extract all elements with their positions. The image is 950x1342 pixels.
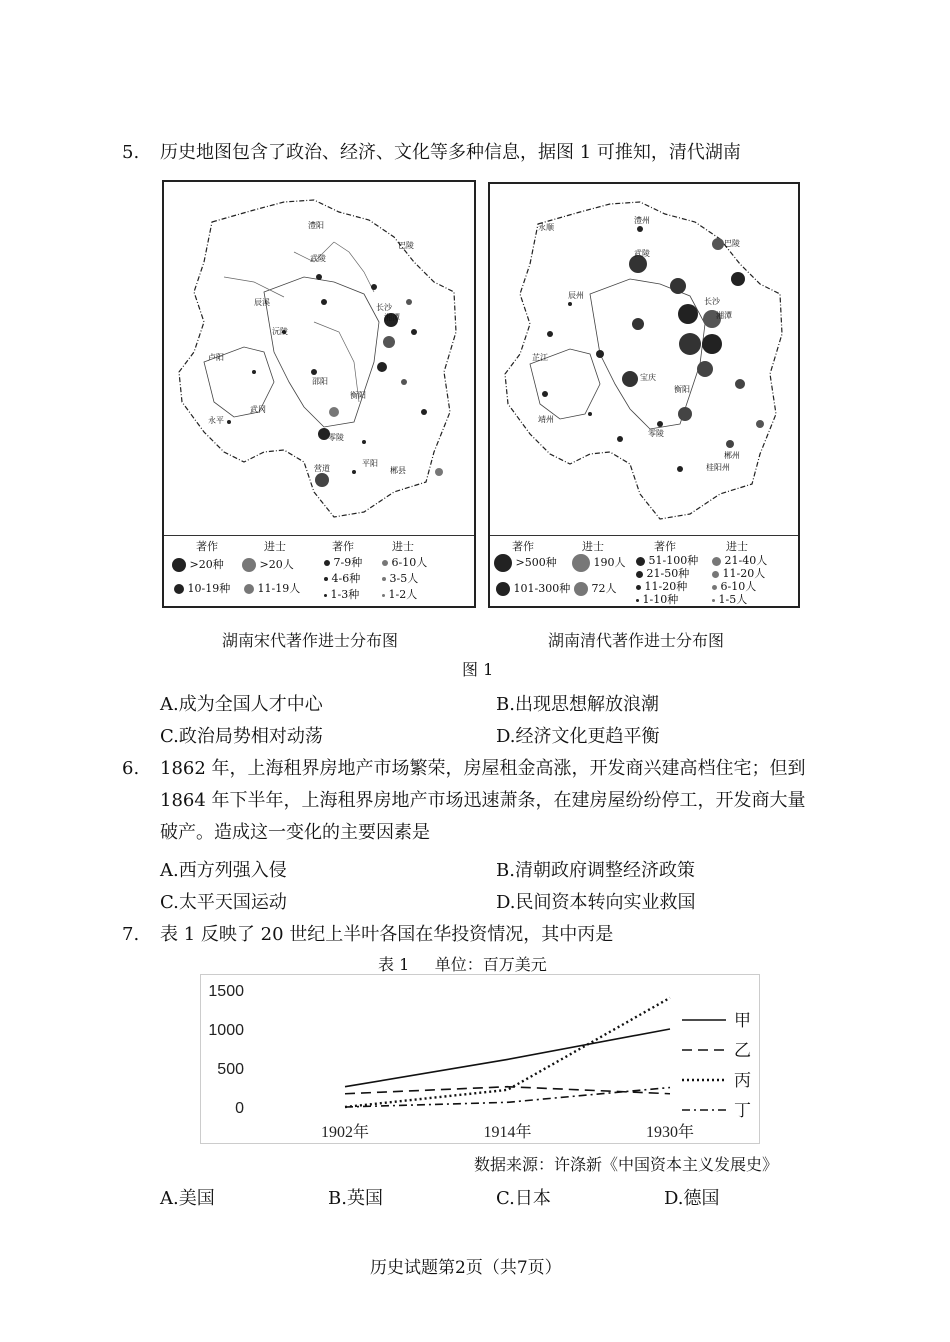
legend-label: 乙 [734, 1041, 751, 1061]
q5-stem: 历史地图包含了政治、经济、文化等多种信息，据图 1 可推知，清代湖南 [160, 142, 741, 163]
q6-option-b[interactable]: B.清朝政府调整经济政策 [496, 860, 695, 881]
x-tick-label: 1930年 [645, 1124, 695, 1141]
q7-option-c[interactable]: C.日本 [496, 1188, 551, 1209]
legend-dot [494, 554, 512, 572]
q5-option-a[interactable]: A.成为全国人才中心 [160, 694, 323, 715]
legend-label: 101-300种 [513, 582, 571, 595]
legend-header: 进士 [582, 540, 604, 553]
place-label: 长沙 [704, 297, 720, 306]
place-label: 靖州 [538, 415, 554, 424]
q6-line1: 1862 年，上海租界房地产市场繁荣，房屋租金高涨，开发商兴建高档住宅；但到 [160, 758, 806, 779]
legend-label: 6-10人 [720, 580, 757, 593]
q7-number: 7. [122, 924, 140, 945]
q6-option-d[interactable]: D.民间资本转向实业救国 [496, 892, 696, 913]
place-label: 辰州 [568, 291, 584, 300]
map-right-title: 湖南清代著作进士分布图 [548, 631, 725, 650]
place-label: 营道 [314, 464, 330, 473]
map-right-legend [490, 535, 798, 606]
place-label: 衡阳 [674, 385, 690, 394]
legend-dot [382, 594, 385, 597]
x-tick-label: 1914年 [483, 1124, 532, 1141]
legend-header: 进士 [726, 540, 748, 553]
legend-dot [636, 599, 639, 602]
legend-dot [712, 599, 715, 602]
legend-label: 72人 [591, 582, 617, 595]
place-label: 武陵 [634, 249, 650, 258]
legend-dot [496, 582, 510, 596]
legend-dot [382, 577, 386, 581]
q6-option-a[interactable]: A.西方列强入侵 [160, 860, 287, 881]
q6-number: 6. [122, 758, 140, 779]
place-label: 衡阳 [350, 391, 366, 400]
place-label: 卢阳 [208, 353, 224, 362]
table-caption: 表 1 单位：百万美元 [378, 955, 547, 974]
legend-label: 21-40人 [724, 554, 768, 567]
q5-option-b[interactable]: B.出现思想解放浪潮 [496, 694, 659, 715]
legend-label: 10-19种 [187, 582, 231, 595]
legend-dot [574, 582, 588, 596]
y-tick-label: 500 [217, 1061, 244, 1078]
legend-label: 11-20人 [722, 567, 766, 580]
place-label: 平阳 [362, 459, 378, 468]
legend-label: 1-10种 [642, 593, 679, 606]
place-label: 长沙 [376, 303, 392, 312]
map-left-title: 湖南宋代著作进士分布图 [222, 631, 399, 650]
legend-label: 4-6种 [331, 572, 361, 585]
legend-label: 11-19人 [257, 582, 301, 595]
legend-label: >500种 [515, 556, 557, 569]
legend-label: 11-20种 [644, 580, 688, 593]
legend-label: >20人 [259, 558, 294, 571]
q7-option-a[interactable]: A.美国 [160, 1188, 215, 1209]
place-label: 澧阳 [308, 221, 324, 230]
q7-option-b[interactable]: B.英国 [328, 1188, 383, 1209]
legend-dot [242, 558, 256, 572]
q6-option-c[interactable]: C.太平天国运动 [160, 892, 287, 913]
page-footer: 历史试题第2页（共7页） [370, 1258, 562, 1278]
legend-label: 7-9种 [333, 556, 363, 569]
place-label: 武冈 [250, 405, 266, 414]
y-tick-label: 0 [235, 1100, 244, 1117]
place-label: 永顺 [538, 223, 554, 232]
legend-dot [324, 560, 330, 566]
legend-dot [382, 560, 388, 566]
legend-dot [172, 558, 186, 572]
legend-header: 著作 [654, 540, 676, 553]
legend-header: 著作 [196, 540, 218, 553]
legend-dot [244, 584, 254, 594]
legend-header: 进士 [392, 540, 414, 553]
y-tick-label: 1500 [208, 983, 244, 1000]
legend-header: 进士 [264, 540, 286, 553]
place-label: 巴陵 [724, 239, 740, 248]
place-label: 邵阳 [312, 377, 328, 386]
legend-dot [324, 594, 327, 597]
place-label: 辰溪 [254, 298, 270, 307]
place-label: 芷江 [532, 353, 548, 362]
legend-dot [712, 571, 719, 578]
legend-label: 丁 [734, 1101, 751, 1121]
q6-line2: 1864 年下半年，上海租界房地产市场迅速萧条，在建房屋纷纷停工，开发商大量 [160, 790, 806, 811]
q5-option-d[interactable]: D.经济文化更趋平衡 [496, 726, 660, 747]
legend-dot [636, 571, 643, 578]
place-label: 巴陵 [398, 241, 414, 250]
map-left-labels [162, 180, 472, 532]
legend-label: 丙 [734, 1071, 751, 1091]
q5-option-c[interactable]: C.政治局势相对动荡 [160, 726, 323, 747]
place-label: 澧州 [634, 216, 650, 225]
q7-stem: 表 1 反映了 20 世纪上半叶各国在华投资情况，其中丙是 [160, 924, 614, 945]
legend-label: 190人 [593, 556, 626, 569]
place-label: 郴县 [390, 466, 406, 475]
legend-label: 1-5人 [718, 593, 748, 606]
q6-line3: 破产。造成这一变化的主要因素是 [160, 822, 430, 843]
legend-header: 著作 [332, 540, 354, 553]
map-right-labels [488, 182, 796, 532]
legend-label: 1-2人 [388, 588, 418, 601]
legend-dot [324, 577, 328, 581]
legend-label: 1-3种 [330, 588, 360, 601]
place-label: 桂阳州 [706, 463, 730, 472]
place-label: 零陵 [328, 433, 344, 442]
investment-chart [200, 974, 760, 1144]
legend-header: 著作 [512, 540, 534, 553]
legend-dot [636, 585, 641, 590]
legend-label: 3-5人 [389, 572, 419, 585]
place-label: 永平 [208, 416, 224, 425]
legend-label: >20种 [189, 558, 224, 571]
legend-label: 6-10人 [391, 556, 428, 569]
legend-label: 甲 [734, 1011, 751, 1031]
place-label: 宝庆 [640, 373, 656, 382]
map-left-legend [164, 535, 474, 606]
place-label: 沅陵 [272, 327, 288, 336]
legend-label: 21-50种 [646, 567, 690, 580]
q5-number: 5. [122, 142, 140, 163]
legend-dot [174, 584, 184, 594]
figure-label: 图 1 [462, 660, 494, 679]
place-label: 零陵 [648, 429, 664, 438]
place-label: 湘潭 [384, 313, 400, 322]
legend-dot [572, 554, 590, 572]
place-label: 郴州 [724, 451, 740, 460]
legend-dot [712, 585, 717, 590]
q7-option-d[interactable]: D.德国 [664, 1188, 720, 1209]
data-source: 数据来源：许涤新《中国资本主义发展史》 [474, 1155, 779, 1174]
legend-label: 51-100种 [648, 554, 699, 567]
y-tick-label: 1000 [208, 1022, 244, 1039]
place-label: 武陵 [310, 254, 326, 263]
x-tick-label: 1902年 [320, 1124, 370, 1141]
place-label: 湘潭 [716, 311, 732, 320]
